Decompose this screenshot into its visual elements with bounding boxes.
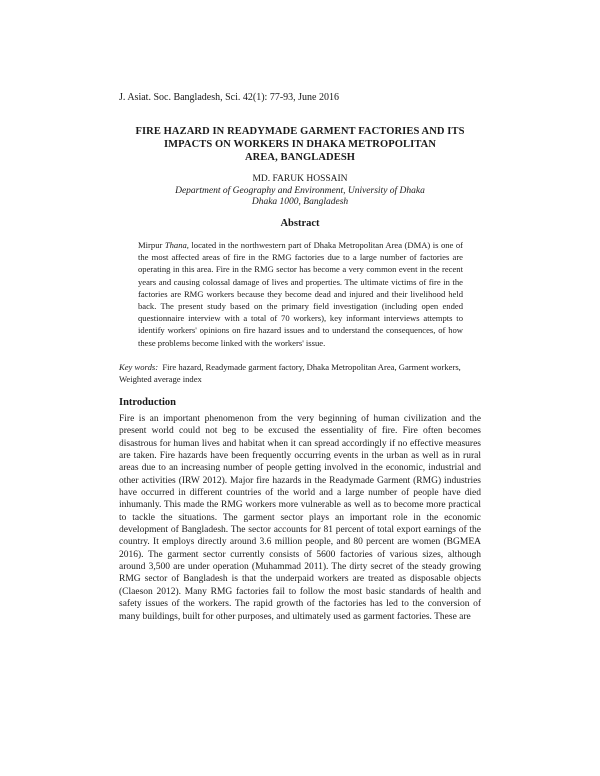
title-line: AREA, BANGLADESH <box>244 152 356 163</box>
introduction-heading: Introduction <box>119 397 176 408</box>
abstract-text-start: Mirpur <box>138 240 165 250</box>
keywords-text: Fire hazard, Readymade garment factory, Dhaka Metropolitan Area, Garment workers, Weighted average index <box>119 362 461 384</box>
title-line: FIRE HAZARD IN READYMADE GARMENT FACTORIES AND ITS <box>135 126 465 137</box>
title-line: IMPACTS ON WORKERS IN DHAKA METROPOLITAN <box>163 139 437 150</box>
paper-title <box>119 125 481 164</box>
keywords <box>119 362 481 385</box>
introduction-paragraph: Fire is an important phenomenon from the very beginning of human civilization and the present world could not beg to be excused the essentiality of fire. Fire often becomes disastrous for human lives and habitat when it can spread accordingly if no effective measures are taken. Fire hazards have been frequently occurring events in the urban as well as in rural areas due to an increasing number of people getting involved in the economic, industrial and other activities (IRW 2012). Major fire hazards in the Readymade Garment (RMG) industries have occurred in different countries of the world and a large number of people have died inhumanly. This made the RMG workers more vulnerable as well as to become more practical to tackle the situations. The garment sector plays an important role in the economic development of Bangladesh. The sector accounts for 81 percent of total export earnings of the country. It employs directly around 3.6 million people, and 80 percent are women (BGMEA 2016). The garment sector currently consists of 5600 factories of various sizes, although around 3,500 are under operation (Muhammad 2011). The dirty secret of the steady growing RMG sector of Bangladesh is that the underpaid workers are treated as disposable objects (Claeson 2012). Many RMG factories fail to follow the most basic standards of health and safety issues of the workers. The rapid growth of the factories has led to the conversion of many buildings, built for other purposes, and ultimately used as garment factories. These are <box>119 414 481 622</box>
journal-reference: J. Asiat. Soc. Bangladesh, Sci. 42(1): 77-93, June 2016 <box>119 92 339 103</box>
abstract-emphasis: Thana <box>164 240 187 250</box>
keywords-label: Key words: <box>119 362 159 372</box>
abstract-text <box>138 239 463 349</box>
author-name: MD. FARUK HOSSAIN <box>252 174 348 184</box>
abstract-text-rest: , located in the northwestern part of Dhaka Metropolitan Area (DMA) is one of the most affected areas of fire in the RMG factories due to a large number of factories are operating in this area. Fire in the RMG sector has become a very common event in the recent years and causing colossal damage of lives and properties. The ultimate victims of fire in the factories are RMG workers because they become dead and injured and their livelihood held back. The present study based on the primary field investigation (including open ended questionnaire interview with a total of 70 workers), key informant interviews attempts to identify workers' opinions on fire hazard issues and to understand the consequences, of how these problems become linked with the workers' issue. <box>138 240 464 348</box>
author-block <box>119 174 481 209</box>
affiliation-line: Department of Geography and Environment, University of Dhaka <box>175 185 425 196</box>
abstract-heading: Abstract <box>280 218 320 229</box>
affiliation-line: Dhaka 1000, Bangladesh <box>251 197 349 207</box>
